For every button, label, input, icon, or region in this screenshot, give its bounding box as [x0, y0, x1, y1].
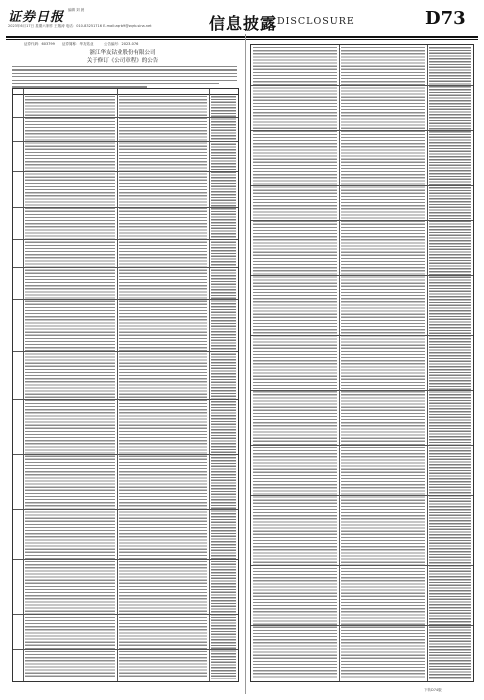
- right-amendment-table: [250, 44, 474, 682]
- page-number: D73: [425, 8, 466, 29]
- company-name: 浙江华友钴业股份有限公司: [89, 50, 156, 56]
- announcement-title: 关于修订《公司章程》的公告: [86, 58, 159, 64]
- section-title: 信息披露: [209, 14, 278, 33]
- masthead-rule: [6, 36, 478, 38]
- editor-line: 编辑 刘 晨: [68, 8, 85, 12]
- intro-paragraph: [12, 66, 237, 90]
- newspaper-logo: 证券日报: [8, 10, 65, 25]
- date-line: 2023年6月17日 星期六: [8, 24, 46, 28]
- notice-number: 公告编号：2023-076: [104, 42, 139, 46]
- column-divider: [245, 34, 246, 694]
- masthead-rule-thin: [6, 39, 478, 40]
- left-amendment-table: [12, 88, 239, 682]
- left-table-header: [13, 89, 238, 95]
- stock-code: 证券代码：603799: [24, 42, 55, 46]
- section-subtitle: DISCLOSURE: [277, 16, 355, 27]
- stock-abbr: 证券简称：华友钴业: [62, 42, 94, 46]
- contact-line: 制作 王敬涛 电话：010-83251716 E-mail:zqrb9@zqrb.sina.net: [46, 24, 152, 28]
- continued-note: 下转D74版: [424, 688, 442, 692]
